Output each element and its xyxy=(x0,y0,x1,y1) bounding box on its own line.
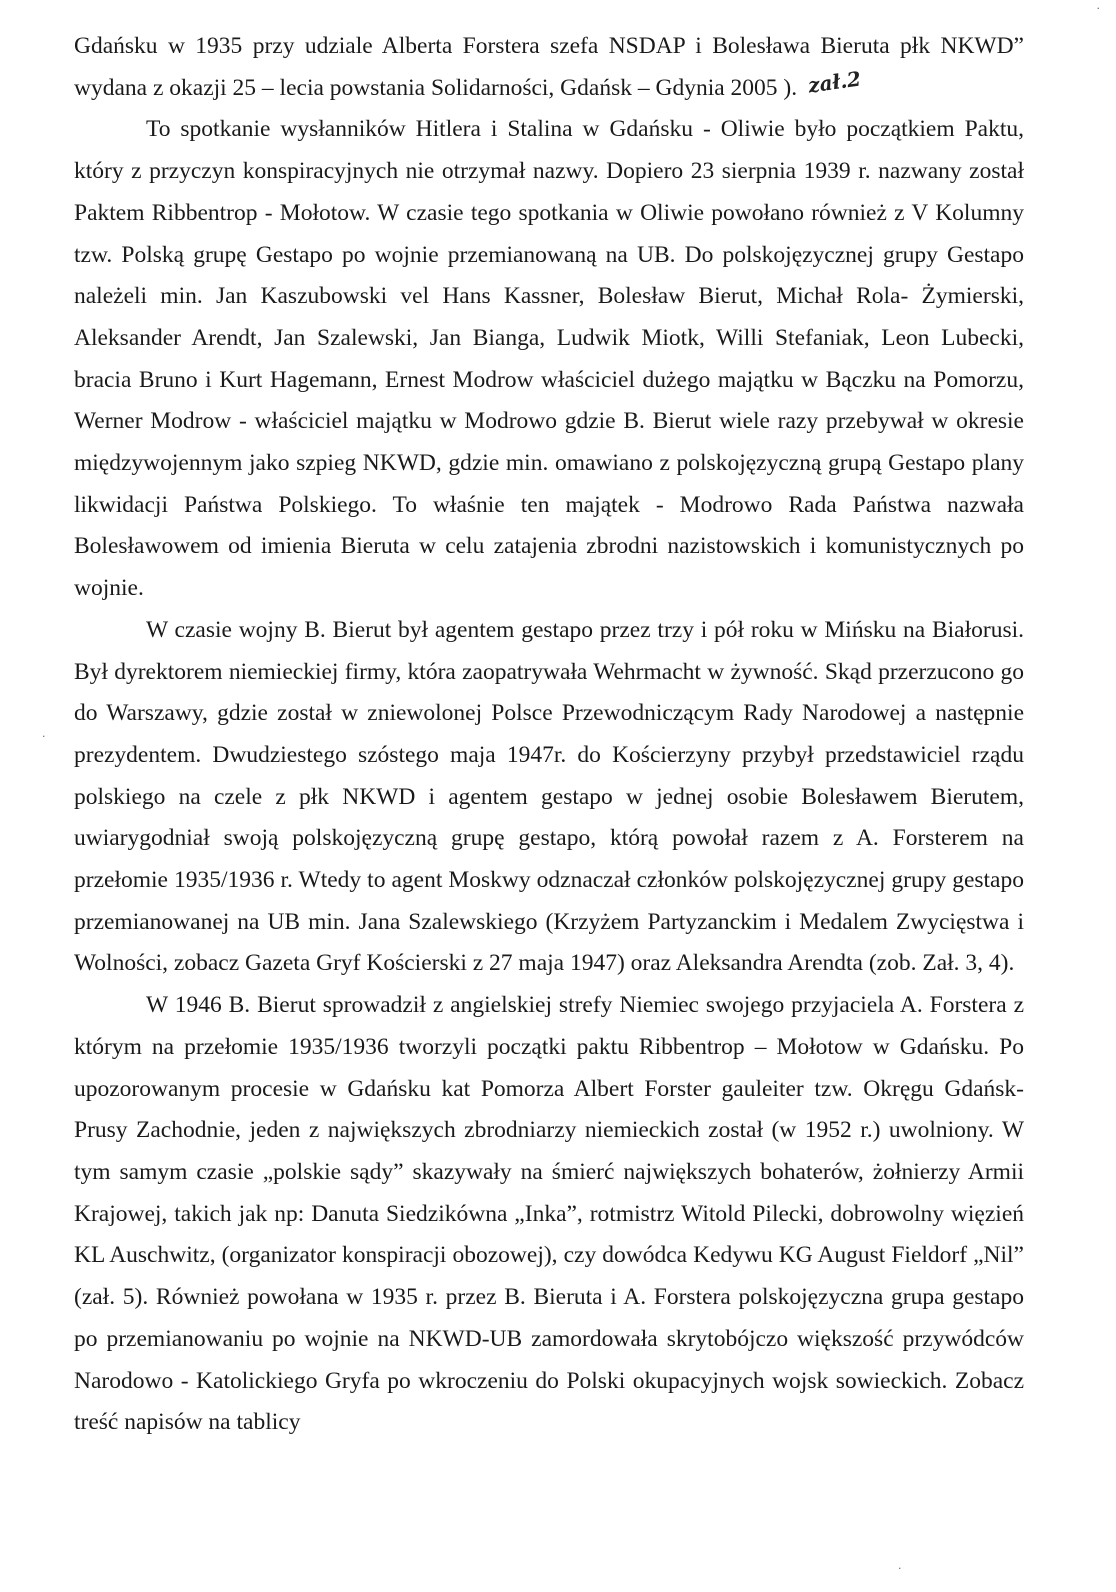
paragraph-text: Gdańsku w 1935 przy udziale Alberta Forstera szefa NSDAP i Bolesława Bieruta płk NKWD” wydana z okazji 25 – lecia powstania Solidarności, Gdańsk – Gdynia 2005 ). xyxy=(74,33,1024,101)
body-text xyxy=(74,26,1024,1444)
scan-mark: · xyxy=(42,730,46,743)
handwritten-annotation: zał.2 xyxy=(806,66,863,98)
paragraph xyxy=(74,109,1024,609)
paragraph-text: To spotkanie wysłanników Hitlera i Stalina w Gdańsku - Oliwie było początkiem Paktu, który z przyczyn konspiracyjnych nie otrzymał nazwy. Dopiero 23 sierpnia 1939 r. nazwany został Paktem Ribbentrop - Mołotow. W czasie tego spotkania w Oliwie powołano również z V Kolumny tzw. Polską grupę Gestapo po wojnie przemianowaną na UB. Do polskojęzycznej grupy Gestapo należeli min. Jan Kaszubowski vel Hans Kassner, Bolesław Bierut, Michał Rola- Żymierski, Aleksander Arendt, Jan Szalewski, Jan Bianga, Ludwik Miotk, Willi Stefaniak, Leon Lubecki, bracia Bruno i Kurt Hagemann, Ernest Modrow właściciel dużego majątku w Bączku na Pomorzu, Werner Modrow - właściciel majątku w Modrowo gdzie B. Bierut wiele razy przebywał w okresie międzywojennym jako szpieg NKWD, gdzie min. omawiano z polskojęzyczną grupą Gestapo plany likwidacji Państwa Polskiego. To właśnie ten majątek - Modrowo Rada Państwa nazwała Bolesławowem od imienia Bieruta w celu zatajenia zbrodni nazistowskich i komunistycznych po wojnie. xyxy=(74,116,1024,602)
scan-mark: · xyxy=(898,1562,902,1575)
paragraph xyxy=(74,26,1024,109)
scan-mark: · xyxy=(1096,2,1100,15)
paragraph xyxy=(74,985,1024,1444)
paragraph xyxy=(74,610,1024,985)
paragraph-text: W czasie wojny B. Bierut był agentem gestapo przez trzy i pół roku w Mińsku na Białorusi. Był dyrektorem niemieckiej firmy, która zaopatrywała Wehrmacht w żywność. Skąd przerzucono go do Warszawy, gdzie został w zniewolonej Polsce Przewodniczącym Rady Narodowej a następnie prezydentem. Dwudziestego szóstego maja 1947r. do Kościerzyny przybył przedstawiciel rządu polskiego na czele z płk NKWD i agentem gestapo w jednej osobie Bolesławem Bierutem, uwiarygodniał swoją polskojęzyczną grupę gestapo, którą powołał razem z A. Forsterem na przełomie 1935/1936 r. Wtedy to agent Moskwy odznaczał członków polskojęzycznej grupy gestapo przemianowanej na UB min. Jana Szalewskiego (Krzyżem Partyzanckim i Medalem Zwycięstwa i Wolności, zobacz Gazeta Gryf Kościerski z 27 maja 1947) oraz Aleksandra Arendta (zob. Zał. 3, 4). xyxy=(74,616,1024,977)
paragraph-text: W 1946 B. Bierut sprowadził z angielskiej strefy Niemiec swojego przyjaciela A. Forstera z którym na przełomie 1935/1936 tworzyli początki paktu Ribbentrop – Mołotow w Gdańsku. Po upozorowanym procesie w Gdańsku kat Pomorza Albert Forster gauleiter tzw. Okręgu Gdańsk-Prusy Zachodnie, jeden z największych zbrodniarzy niemieckich został (w 1952 r.) uwolniony. W tym samym czasie „polskie sądy” skazywały na śmierć największych bohaterów, żołnierzy Armii Krajowej, takich jak np: Danuta Siedzikówna „Inka”, rotmistrz Witold Pilecki, dobrowolny więzień KL Auschwitz, (organizator konspiracji obozowej), czy dowódca Kedywu KG August Fieldorf „Nil” (zał. 5). Również powołana w 1935 r. przez B. Bieruta i A. Forstera polskojęzyczna grupa gestapo po przemianowaniu po wojnie na NKWD-UB zamordowała skrytobójczo większość przywódców Narodowo - Katolickiego Gryfa po wkroczeniu do Polski okupacyjnych wojsk sowieckich. Zobacz treść napisów na tablicy xyxy=(74,992,1024,1436)
